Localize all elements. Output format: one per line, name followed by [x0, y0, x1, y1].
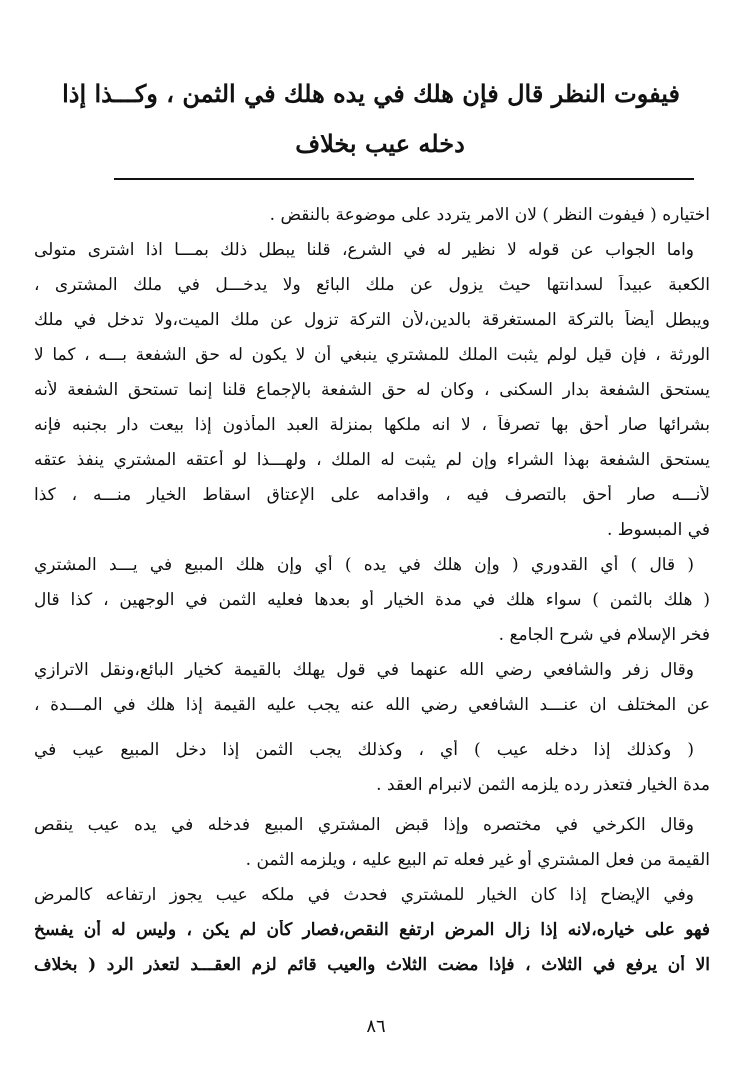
text-line: فخر الإسلام في شرح الجامع . — [498, 625, 710, 645]
text-line: وفي الإيضاح إذا كان الخيار للمشتري فحدث في ملكه عيب يجوز ارتفاعه كالمرض — [34, 885, 694, 905]
text-line: لأنـــه صار أحق بالتصرف فيه ، واقدامه على الإعتاق اسقاط الخيار منـــه ، كذا — [34, 485, 710, 505]
text-line: وقال الكرخي في مختصره وإذا قبض المشتري المبيع فدخله في يده عيب ينقص — [34, 815, 694, 835]
divider-rule — [114, 178, 694, 180]
text-line: واما الجواب عن قوله لا نظير له في الشرع، قلنا يبطل ذلك بمـــا اذا اشترى متولى — [34, 240, 694, 260]
text-line: ( قال ) أي القدوري ( وإن هلك في يده ) أي وإن هلك المبيع في يـــد المشتري — [34, 555, 694, 575]
text-line: فهو على خياره،لانه إذا زال المرض ارتفع النقص،فصار كأن لم يكن ، وليس له أن يفسخ — [34, 920, 710, 940]
heading-line-2: دخله عيب بخلاف — [295, 129, 465, 158]
text-line: وقال زفر والشافعي رضي الله عنهما في قول يهلك بالقيمة كخيار البائع،ونقل الاترازي — [34, 660, 694, 680]
text-line: عن المختلف ان عنـــد الشافعي رضي الله عنه يجب عليه القيمة إذا هلك في المـــدة ، — [34, 695, 710, 715]
text-line: ( وكذلك إذا دخله عيب ) أي ، وكذلك يجب الثمن إذا دخل المبيع عيب في — [34, 740, 694, 760]
text-line: الا أن يرفع في الثلاث ، فإذا مضت الثلاث والعيب قائم لزم العقـــد لتعذر الرد ( بخلاف — [34, 955, 710, 975]
text-line: بشرائها صار أحق بها تصرفاً ، لا انه ملكها بمنزلة العبد المأذون إذا بيعت دار بجنبه فإنه — [34, 415, 710, 435]
text-line: الكعبة عبيداً لسدانتها حيث يزول عن ملك البائع ولا يدخـــل في ملك المشترى ، — [34, 275, 710, 295]
heading-line-1: فيفوت النظر قال فإن هلك في يده هلك في الثمن ، وكـــذا إذا — [62, 79, 680, 108]
text-line: القيمة من فعل المشتري أو غير فعله تم البيع عليه ، ويلزمه الثمن . — [245, 850, 710, 870]
text-line: ويبطل أيضاً بالتركة المستغرقة بالدين،لأن التركة تزول عن ملك الميت،ولا تدخل في ملك — [34, 310, 710, 330]
page-number: ٨٦ — [366, 1016, 386, 1037]
text-line: اختياره ( فيفوت النظر ) لان الامر يتردد على موضوعة بالنقض . — [269, 205, 710, 225]
text-line: يستحق الشفعة بهذا الشراء وإن لم يثبت له الملك ، ولهـــذا لو أعتقه المشتري ينفذ عتقه — [34, 450, 710, 470]
text-line: في المبسوط . — [606, 520, 710, 540]
text-line: ( هلك بالثمن ) سواء هلك في مدة الخيار أو بعدها فعليه الثمن في الوجهين ، كذا قال — [34, 590, 710, 610]
text-line: مدة الخيار فتعذر رده يلزمه الثمن لانبرام العقد . — [376, 775, 710, 795]
text-line: يستحق الشفعة بدار السكنى ، وكان له حق الشفعة بالإجماع قلنا إنما تستحق الشفعة لأنه — [34, 380, 710, 400]
text-line: الورثة ، فإن قيل لولم يثبت الملك للمشتري ينبغي أن لا يكون له حق الشفعة بـــه ، كما لا — [34, 345, 710, 365]
